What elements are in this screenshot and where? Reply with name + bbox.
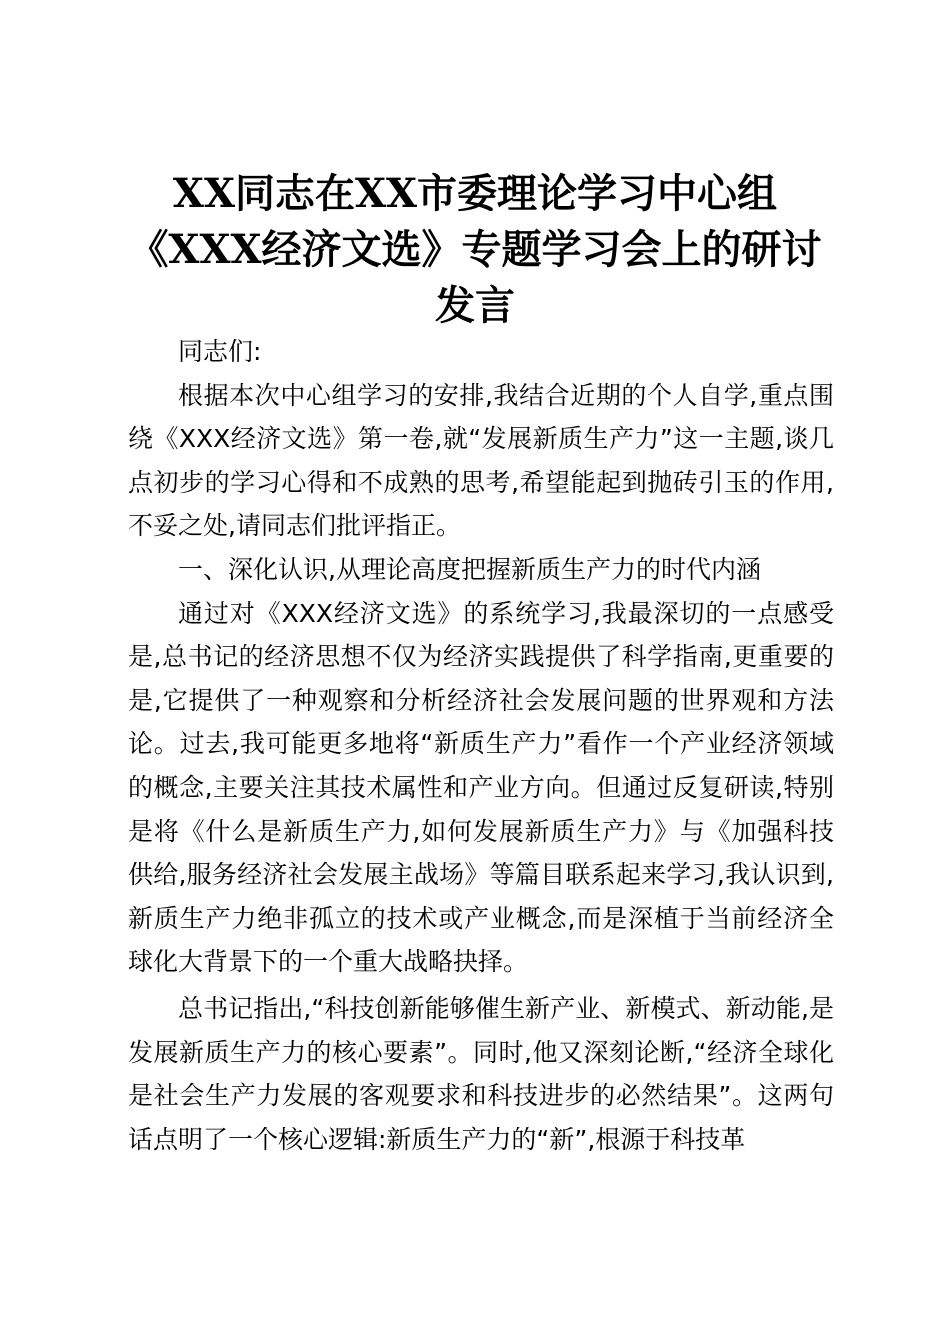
title-line-2: 《XXX经济文选》专题学习会上的研讨 [128, 226, 822, 273]
document-body [128, 330, 834, 1161]
document-title [110, 166, 840, 334]
section-heading: 一、深化认识,从理论高度把握新质生产力的时代内涵 [178, 554, 761, 584]
salutation: 同志们: [178, 337, 262, 366]
body-paragraph: 总书记指出,“科技创新能够催生新产业、新模式、新动能,是发展新质生产力的核心要素”。同时,他又深刻论断,“经济全球化是社会生产力发展的客观要求和科技进步的必然结果”。这两句话点明了一个核心逻辑:新质生产力的“新”,根源于科技革 [128, 993, 834, 1154]
title-line-3: 发言 [435, 282, 515, 329]
intro-paragraph: 根据本次中心组学习的安排,我结合近期的个人自学,重点围绕《XXX经济文选》第一卷,就“发展新质生产力”这一主题,谈几点初步的学习心得和不成熟的思考,希望能起到抛砖引玉的作用,不妥之处,请同志们批评指正。 [128, 380, 834, 541]
body-paragraph: 通过对《XXX经济文选》的系统学习,我最深切的一点感受是,总书记的经济思想不仅为经济实践提供了科学指南,更重要的是,它提供了一种观察和分析经济社会发展问题的世界观和方法论。过去,我可能更多地将“新质生产力”看作一个产业经济领域的概念,主要关注其技术属性和产业方向。但通过反复研读,特别是将《什么是新质生产力,如何发展新质生产力》与《加强科技供给,服务经济社会发展主战场》等篇目联系起来学习,我认识到,新质生产力绝非孤立的技术或产业概念,而是深植于当前经济全球化大背景下的一个重大战略抉择。 [128, 598, 834, 977]
title-line-1: XX同志在XX市委理论学习中心组 [172, 170, 778, 217]
